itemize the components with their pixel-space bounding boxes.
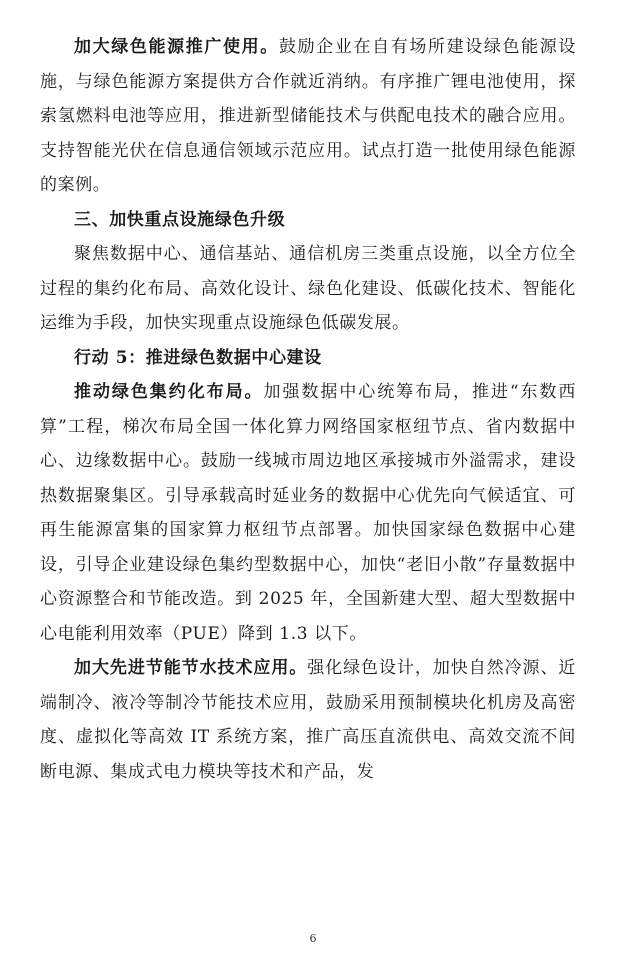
paragraph-lead: 加大先进节能节水技术应用。 — [74, 658, 308, 678]
paragraph-text: 加强数据中心统筹布局，推进“东数西算”工程，梯次布局全国一体化算力网络国家枢纽节点、省内数据中心、边缘数据中心。鼓励一线城市周边地区承接城市外溢需求，建设热数据聚集区。引导承载高时延业务的数据中心优先向气候适宜、可再生能源富集的国家算力枢纽节点部署。加快国家绿色数据中心建设，引导企业建设绿色集约型数据中心，加快“老旧小散”存量数据中心资源整合和节能改造。到 2025 年，全国新建大型、超大型数据中心电能利用效率（PUE）降到 1.3 以下。 — [40, 382, 577, 644]
paragraph-text: 聚焦数据中心、通信基站、通信机房三类重点设施，以全方位全过程的集约化布局、高效化设计、绿色化建设、低碳化技术、智能化运维为手段，加快实现重点设施绿色低碳发展。 — [40, 244, 576, 333]
document-body — [40, 30, 576, 789]
paragraph-text: 鼓励企业在自有场所建设绿色能源设施，与绿色能源方案提供方合作就近消纳。有序推广锂电池使用，探索氢燃料电池等应用，推进新型储能技术与供配电技术的融合应用。支持智能光伏在信息通信领域示范应用。试点打造一批使用绿色能源的案例。 — [40, 37, 576, 195]
page-number: 6 — [309, 932, 317, 945]
paragraph-text: 强化绿色设计，加快自然冷源、近端制冷、液冷等制冷节能技术应用，鼓励采用预制模块化机房及高密度、虚拟化等高效 IT 系统方案，推广高压直流供电、高效交流不间断电源、集成式电力模块等技术和产品，发 — [40, 658, 576, 782]
section-heading: 三、加快重点设施绿色升级 — [74, 209, 286, 230]
action-heading: 行动 5：推进绿色数据中心建设 — [74, 347, 322, 368]
paragraph-lead: 加大绿色能源推广使用。 — [74, 37, 279, 57]
paragraph-intensive-layout — [40, 375, 576, 651]
paragraph-energy-saving-tech — [40, 651, 576, 789]
paragraph-lead: 推动绿色集约化布局。 — [74, 382, 264, 402]
paragraph-green-energy — [40, 30, 576, 203]
paragraph-key-facilities — [40, 237, 576, 341]
